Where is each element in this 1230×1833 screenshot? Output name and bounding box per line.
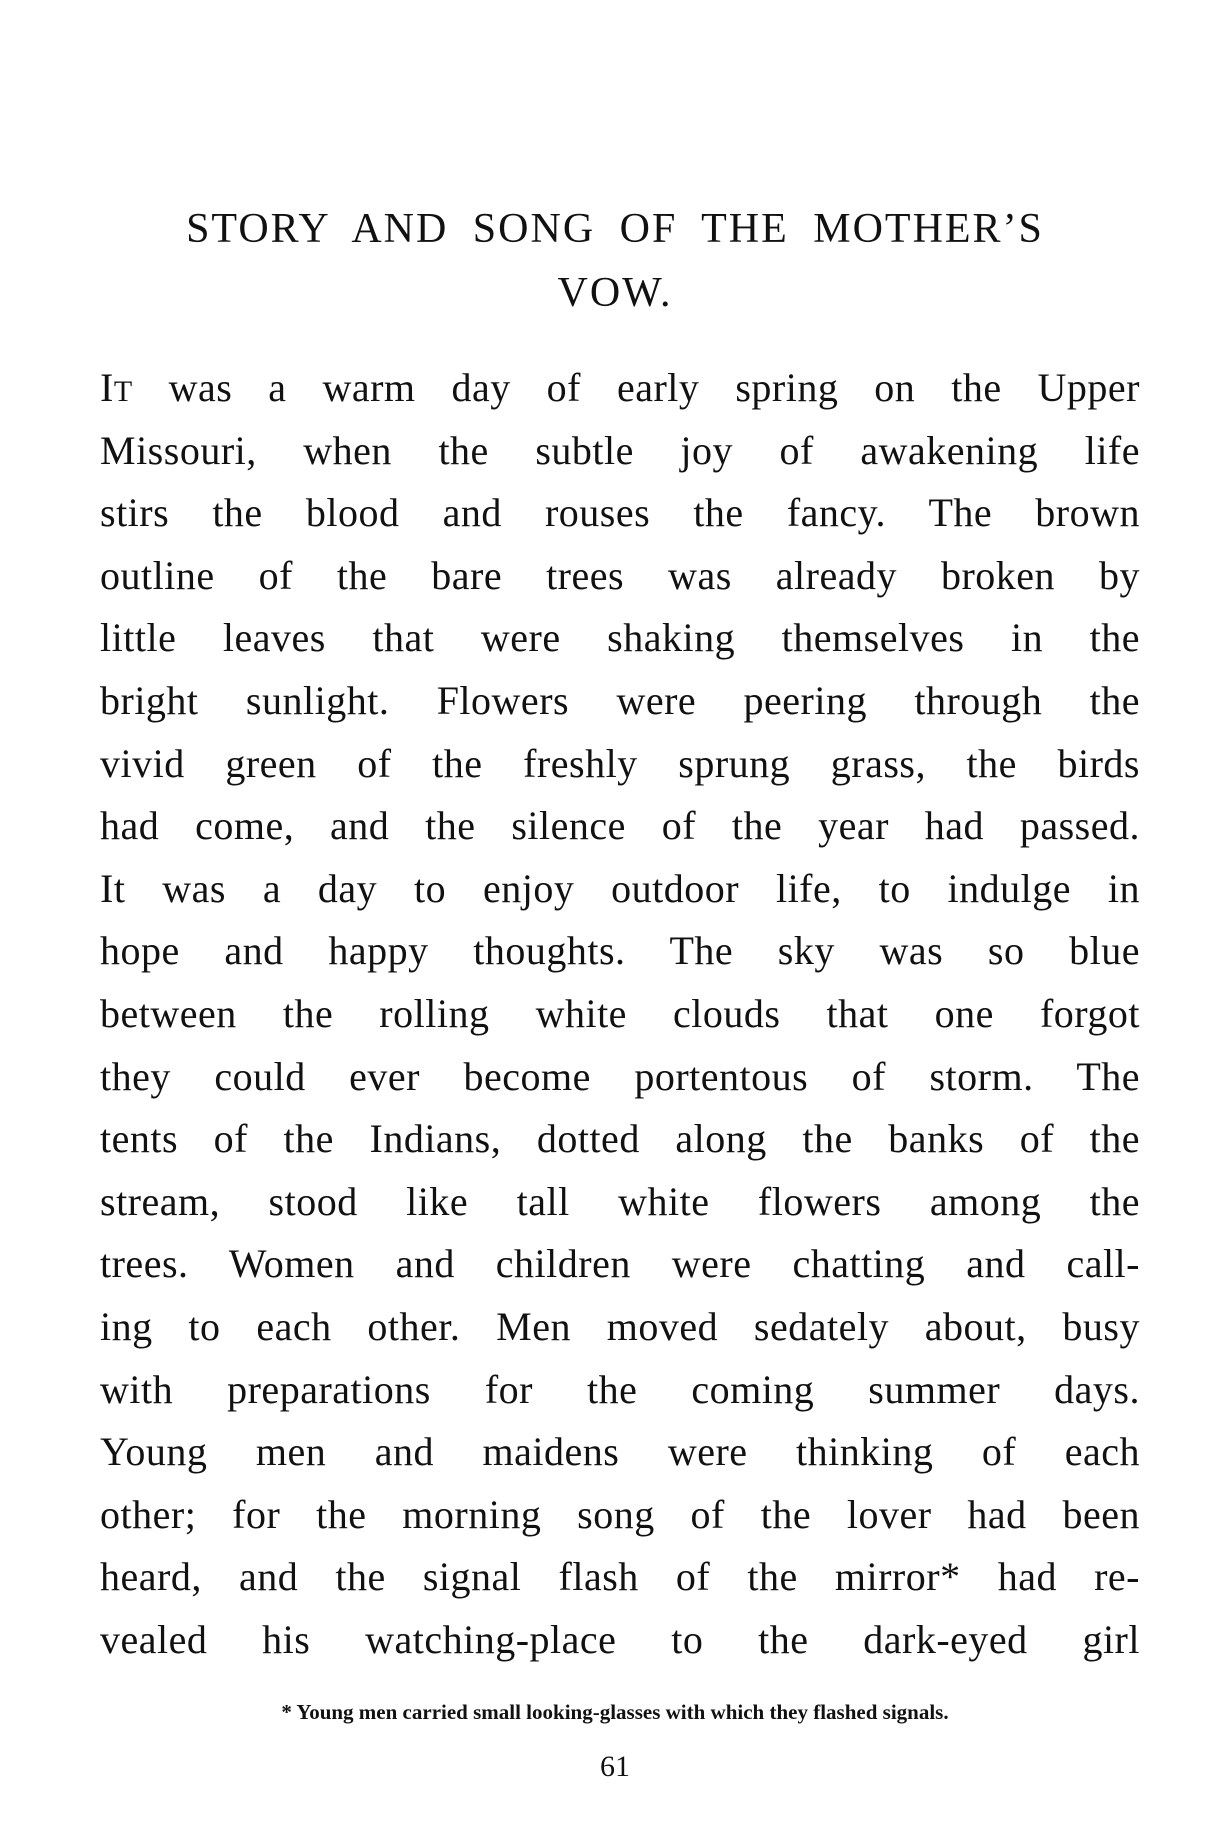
body-line-6: bright sunlight. Flowers were peering through the [100,677,1140,723]
first-line-text: was a warm day of early spring on the Upper [132,365,1140,410]
body-line-4: outline of the bare trees was already broken by [100,552,1140,598]
body-line-12: they could ever become portentous of storm. The [100,1053,1140,1099]
body-line-21: vealed his watching-place to the dark-eyed girl [100,1616,1140,1662]
body-line-19: other; for the morning song of the lover had been [100,1491,1140,1537]
body-line-14: stream, stood like tall white flowers among the [100,1178,1140,1224]
body-line-1 [100,357,1140,420]
body-line-16: ing to each other. Men moved sedately about, busy [100,1303,1140,1349]
body-line-10: hope and happy thoughts. The sky was so blue [100,928,1140,974]
page-number: 61 [600,1750,630,1783]
footnote: * Young men carried small looking-glasses with which they flashed signals. [281,1700,949,1724]
body-line-18: Young men and maidens were thinking of each [100,1429,1140,1475]
body-line-8: had come, and the silence of the year had passed. [100,803,1140,849]
body-text [100,357,1140,1671]
body-line-13: tents of the Indians, dotted along the banks of the [100,1116,1140,1162]
drop-word-small-caps: T [113,375,133,408]
body-line-15: trees. Women and children were chatting and call- [100,1241,1140,1287]
body-line-2: Missouri, when the subtle joy of awakening life [100,427,1140,473]
body-line-7: vivid green of the freshly sprung grass, the birds [100,740,1140,786]
body-line-5: little leaves that were shaking themselves in the [100,615,1140,661]
body-line-3: stirs the blood and rouses the fancy. The brown [100,490,1140,536]
body-line-20: heard, and the signal flash of the mirror* had re- [100,1554,1140,1600]
body-line-11: between the rolling white clouds that one forgot [100,990,1140,1036]
chapter-title-line-1: STORY AND SONG OF THE MOTHER’S [186,206,1044,252]
body-line-9: It was a day to enjoy outdoor life, to indulge in [100,865,1140,911]
drop-word-initial: I [100,365,114,410]
chapter-title-line-2: VOW. [557,270,673,316]
body-line-17: with preparations for the coming summer days. [100,1366,1140,1412]
